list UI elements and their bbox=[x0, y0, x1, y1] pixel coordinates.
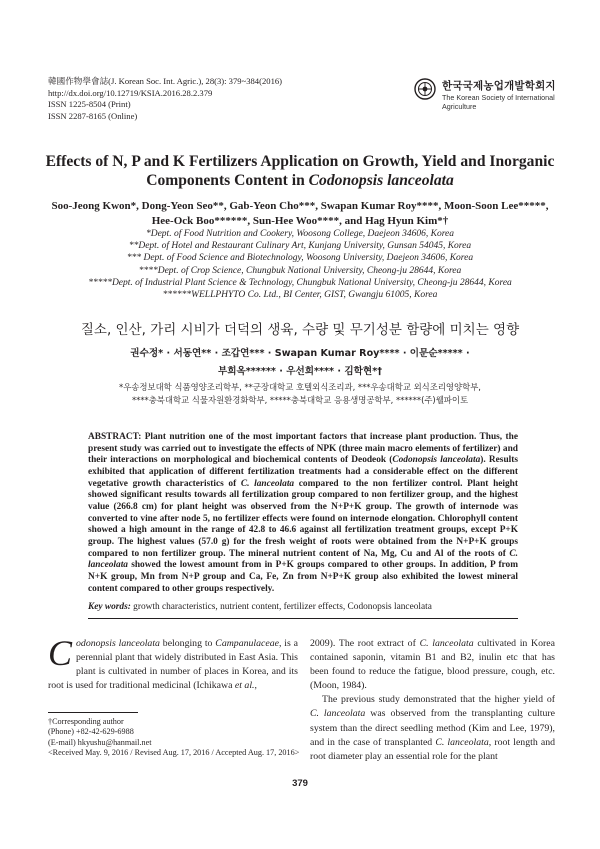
body-text: , root length and root diameter play an essential role for the plant bbox=[310, 736, 555, 762]
society-logo bbox=[414, 76, 564, 120]
body-text: , bbox=[254, 680, 257, 692]
korean-affiliation-list bbox=[30, 381, 570, 407]
abstract-label: ABSTRACT: bbox=[88, 432, 142, 442]
society-name-en-line2: Agriculture bbox=[442, 102, 477, 111]
section-divider bbox=[88, 618, 518, 619]
ko-affils-line1: *우송정보대학 식품영양조리학부, **군장대학교 호텔외식조리과, ***우송대학교 외식조리영양학부, bbox=[119, 382, 481, 392]
family-name: Campanulaceae bbox=[215, 638, 279, 649]
body-text: The previous study demonstrated that the higher yield of bbox=[322, 694, 555, 706]
email[interactable]: (E-mail) hkyushu@hanmail.net bbox=[48, 737, 152, 747]
body-text: belonging to bbox=[159, 638, 216, 649]
ko-affils-line2: ****충북대학교 식물자원환경화학부, *****충북대학교 응용생명공학부, ******(주)웰파이토 bbox=[131, 395, 469, 405]
doi-link[interactable]: http://dx.doi.org/10.12719/KSIA.2016.28.2.379 bbox=[48, 87, 213, 98]
korean-title: 질소, 인산, 가리 시비가 더덕의 생육, 수량 및 무기성분 함량에 미치는 영향 bbox=[80, 322, 520, 338]
author-list bbox=[30, 199, 570, 229]
society-emblem-icon bbox=[414, 78, 436, 100]
affiliation: ****Dept. of Crop Science, Chungbuk National University, Cheong-ju 28644, Korea bbox=[138, 265, 462, 276]
keywords-text: growth characteristics, nutrient content, fertilizer effects, Codonopsis lanceolata bbox=[130, 602, 432, 612]
affiliation: *** Dept. of Food Science and Biotechnology, Woosong University, Daejeon 34606, Korea bbox=[126, 253, 474, 264]
paragraph bbox=[310, 637, 555, 693]
body-text: was observed from the transplanting culture system than the direct seedling method (Kim and Lee, 1979), and in the case of transplanted bbox=[310, 708, 555, 748]
received-dates: <Received May. 9, 2016 / Revised Aug. 17, 2016 / Accepted Aug. 17, 2016> bbox=[48, 747, 300, 757]
keywords-label: Key words: bbox=[88, 602, 131, 612]
abstract-species: C. lanceolata bbox=[240, 478, 295, 489]
keywords bbox=[88, 602, 518, 612]
abstract-text: ). Results exhibited that application of different fertilization treatments had a considerable effect on the different vegetative growth characteristics of bbox=[88, 455, 518, 489]
society-name-ko: 한국국제농업개발학회지 bbox=[442, 80, 556, 92]
body-text: 2009). The root extract of bbox=[310, 638, 420, 649]
ko-authors-line2: 부희옥****** · 우선희**** · 김학현*† bbox=[217, 366, 383, 377]
abstract-species: C. lanceolata bbox=[88, 548, 518, 571]
affiliation: *Dept. of Food Nutrition and Cookery, Woosong College, Daejeon 34606, Korea bbox=[145, 229, 455, 239]
body-text: , is a perennial plant that widely distributed in East Asia. This plant is cultivated in number of places in Korea, and its root is used for traditional medicinal (Ichikawa bbox=[48, 638, 298, 692]
body-column-right bbox=[310, 637, 555, 764]
corresponding-author: †Corresponding author bbox=[48, 717, 124, 726]
authors-line2: Hee-Ock Boo******, Sun-Hee Woo****, and Hag Hyun Kim*† bbox=[151, 215, 449, 227]
abstract-text: compared to the non fertilizer control. Plant height showed significant results towards all fertilization group compared to non fertilizer group, and the highest value (266.8 cm) for plant height was observed from the N+P+K group. The growth of internode was converted to vine after node 5, no fertilizer effects were found on internode elongation. Chlorophyll content showed a high amount in the range of 42.8 to 46.6 against all fertilization treatment groups, except P+K group. The highest values (57.0 g) for the fresh weight of roots were obtained from the N+P+K groups compared to non fertilizer group. The mineral nutrient content of Na, Mg, Cu and Al of the roots of bbox=[88, 478, 518, 559]
abstract-text: Plant nutrition one of the most important factors that increase plant production. Thus, the present study was carried out to investigate the effects of NPK (three main macro elements of fertilizer) and their interactions on morphological and biochemical contents of Deodeok ( bbox=[88, 432, 518, 466]
society-name-en bbox=[442, 93, 562, 111]
abstract-species: Codonopsis lanceolata bbox=[392, 455, 481, 466]
title-species: Codonopsis lanceolata bbox=[308, 172, 454, 189]
society-name-en-line1: The Korean Society of International bbox=[442, 93, 555, 102]
title-line2-text: Components Content in bbox=[146, 172, 309, 189]
footnote-divider bbox=[48, 712, 138, 713]
affiliation: *****Dept. of Industrial Plant Science & Technology, Chungbuk National University, Cheong-ju 28644, Korea bbox=[88, 277, 512, 288]
affiliation: ******WELLPHYTO Co. Ltd., BI Center, GIST, Gwangju 61005, Korea bbox=[162, 290, 438, 301]
title-line2 bbox=[30, 171, 570, 190]
issn-online: ISSN 2287-8165 (Online) bbox=[48, 110, 138, 121]
journal-citation: 韓國作物學會誌(J. Korean Soc. Int. Agric.), 28(3): 379~384(2016) bbox=[48, 76, 283, 86]
issn-print: ISSN 1225-8504 (Print) bbox=[48, 99, 131, 109]
drop-cap: C bbox=[48, 633, 73, 673]
paragraph bbox=[310, 693, 555, 763]
korean-author-list bbox=[30, 345, 570, 381]
ko-authors-line1: 권수정* · 서동연** · 조갑연*** · Swapan Kumar Roy**** · 이문순***** · bbox=[130, 348, 470, 359]
et-al: et al. bbox=[234, 680, 255, 692]
authors-line1: Soo-Jeong Kwon*, Dong-Yeon Seo**, Gab-Yeon Cho***, Swapan Kumar Roy****, Moon-Soon Lee*****, bbox=[51, 200, 549, 212]
footnote bbox=[48, 717, 308, 758]
species-name: C. lanceolata bbox=[419, 638, 474, 649]
abstract bbox=[88, 432, 518, 595]
title-line1: Effects of N, P and K Fertilizers Application on Growth, Yield and Inorganic bbox=[45, 153, 555, 170]
affiliation: **Dept. of Hotel and Restaurant Culinary Art, Kunjang University, Gunsan 54045, Korea bbox=[128, 241, 472, 252]
species-name: C. lanceolata bbox=[310, 708, 366, 720]
affiliation-list bbox=[30, 228, 570, 301]
abstract-text: showed the lowest amount from in P+K groups compared to other groups. In addition, P from N+K group, Mn from N+P group and Ca, Fe, Zn from N+P+K group also exhibited the lowest mineral content compared to other groups respectively. bbox=[88, 560, 518, 594]
species-name: odonopsis lanceolata bbox=[76, 638, 160, 649]
body-column-left bbox=[48, 633, 298, 693]
species-name: C. lanceolata bbox=[435, 736, 489, 748]
page-number: 379 bbox=[292, 778, 308, 789]
journal-header bbox=[48, 76, 282, 122]
paper-title bbox=[30, 152, 570, 190]
phone: (Phone) +82-42-629-6988 bbox=[48, 727, 134, 737]
body-text: cultivated in Korea contained saponin, vitamin B1 and B2, inulin etc that has been found to reduce the fatigue, blood pressure, cough, etc. (Moon, 1984). bbox=[310, 638, 555, 692]
